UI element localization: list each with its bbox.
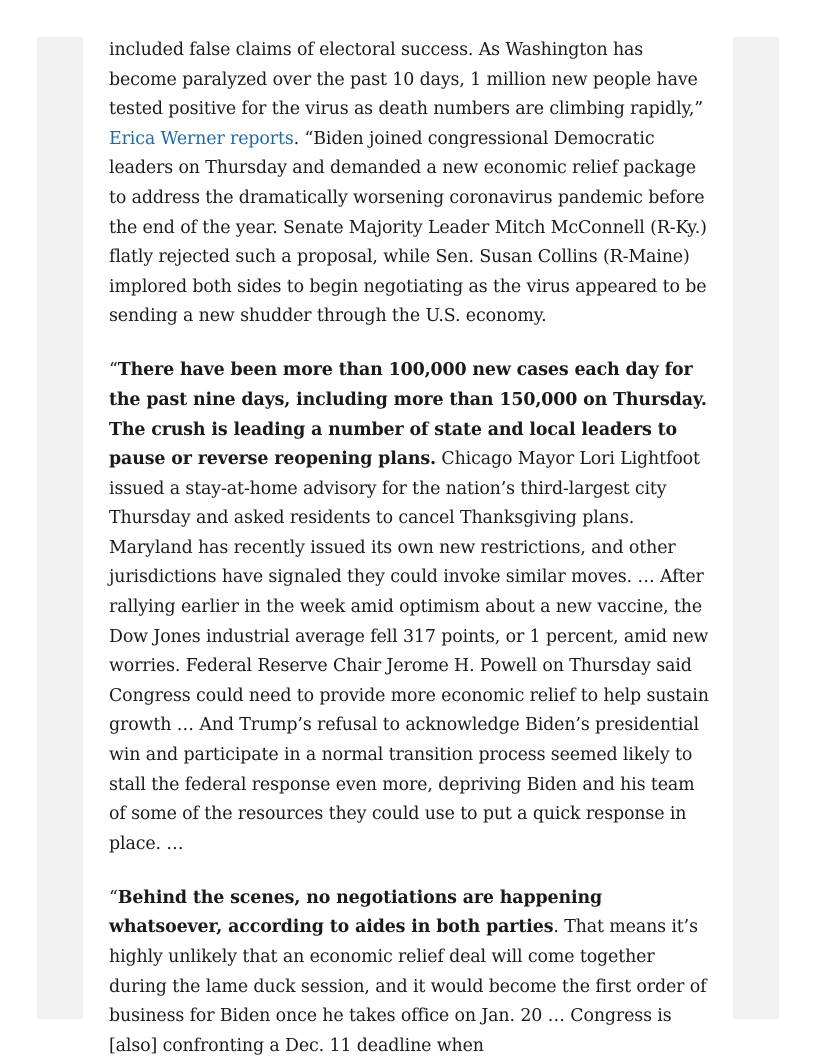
left-margin-band	[37, 37, 83, 1019]
open-quote: “	[109, 887, 118, 908]
paragraph-text: . That means it’s highly unlikely that an economic relief deal will come together during the lame duck session, and it would become the first order of business for Biden once he takes office on Jan. 20 … Congress is [also] confronting a Dec. 11 deadline when	[109, 917, 707, 1056]
open-quote: “	[109, 360, 118, 381]
article-body	[109, 36, 713, 1056]
article-paragraph-1	[109, 36, 713, 332]
paragraph-text: . “Biden joined congressional Democratic leaders on Thursday and demanded a new economic relief package to address the dramatically worsening coronavirus pandemic before the end of the year. Senate Majority Leader Mitch McConnell (R-Ky.) flatly rejected such a proposal, while Sen. Susan Collins (R-Maine) implored both sides to begin negotiating as the virus appeared to be sending a new shudder through the U.S. economy.	[109, 128, 707, 327]
article-paragraph-3	[109, 884, 713, 1056]
right-margin-band	[733, 37, 779, 1019]
bold-highlight: Behind the scenes, no negotiations are happening whatsoever, according to aides in both parties	[109, 887, 603, 938]
paragraph-text: included false claims of electoral success. As Washington has become paralyzed over the past 10 days, 1 million new people have tested positive for the virus as death numbers are climbing rapidly,”	[109, 40, 704, 120]
bold-highlight: There have been more than 100,000 new cases each day for the past nine days, including more than 150,000 on Thursday. The crush is leading a number of state and local leaders to pause or reverse reopening plans.	[109, 360, 707, 470]
article-paragraph-2	[109, 356, 713, 859]
erica-werner-link[interactable]: Erica Werner reports	[109, 128, 294, 149]
paragraph-text: Chicago Mayor Lori Lightfoot issued a stay-at-home advisory for the nation’s third-largest city Thursday and asked residents to cancel Thanksgiving plans. Maryland has recently issued its own new restrictions, and other jurisdictions have signaled they could invoke similar moves. … After rallying earlier in the week amid optimism about a new vaccine, the Dow Jones industrial average fell 317 points, or 1 percent, amid new worries. Federal Reserve Chair Jerome H. Powell on Thursday said Congress could need to provide more economic relief to help sustain growth … And Trump’s refusal to acknowledge Biden’s presidential win and participate in a normal transition process seemed likely to stall the federal response even more, depriving Biden and his team of some of the resources they could use to put a quick response in place. …	[109, 449, 709, 854]
